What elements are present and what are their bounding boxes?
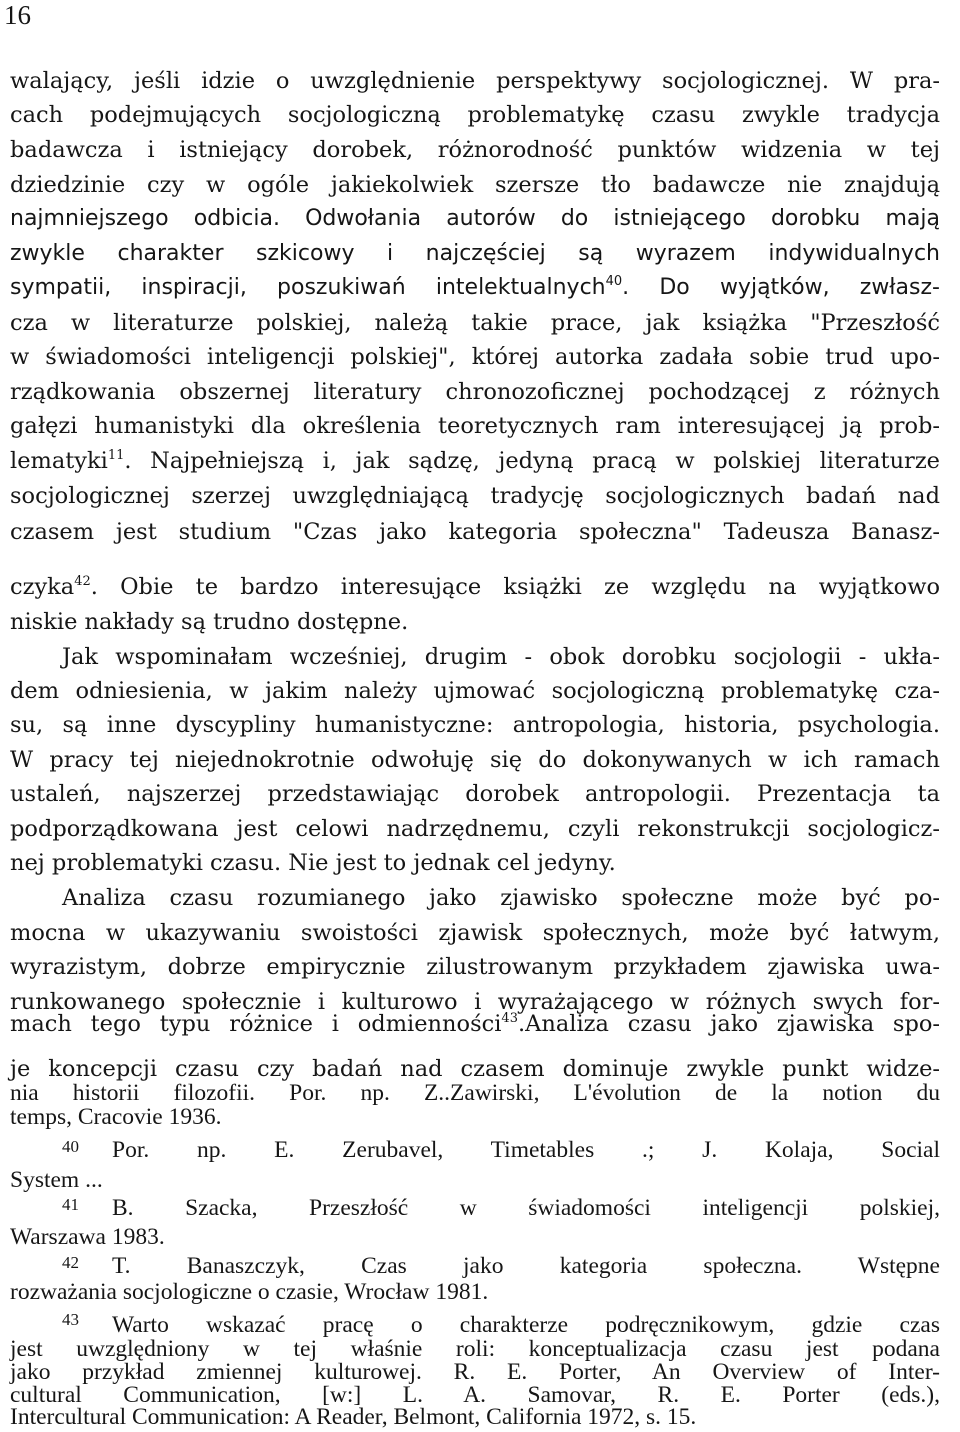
body-line: gałęzi humanistyki dla określenia teoretycznych ram interesującej ją prob- [10, 413, 940, 439]
footnote-40-line: Por. np. E. Zerubavel, Timetables .; J. Kolaja, Social [112, 1137, 940, 1163]
body-line: wyrazistym, dobrze empirycznie zilustrowanym przykładem zjawiska uwa- [10, 954, 940, 980]
footnote-reference: 40 [605, 274, 623, 289]
body-line: niskie nakłady są trudno dostępne. [10, 609, 409, 635]
body-line: badawcza i istniejący dorobek, różnorodność punktów widzenia w tej [10, 137, 940, 163]
body-text: sympatii, inspiracji, poszukiwań intelektualnych [10, 275, 606, 300]
body-line: su, są inne dyscypliny humanistyczne: antropologia, historia, psychologia. [10, 712, 940, 738]
body-line: czasem jest studium "Czas jako kategoria społeczna" Tadeusza Banasz- [10, 519, 940, 545]
body-line [10, 570, 940, 604]
body-text: . Najpełniejszą i, jak sądzę, jedyną pracą w polskiej literaturze [124, 448, 940, 474]
body-line: runkowanego społecznie i kulturowo i wyrażającego w różnych swych for- [10, 989, 940, 1015]
body-text: . Obie te bardzo interesujące książki ze względu na wyjątkowo [90, 574, 940, 600]
body-line: cach podejmujących socjologiczną problematykę czasu zwykle tradycja [10, 102, 940, 128]
body-line: nej problematyki czasu. Nie jest to jednak cel jedyny. [10, 850, 616, 876]
footnote-43-line: Warto wskazać pracę o charakterze podręcznikowym, gdzie czas [112, 1312, 940, 1338]
body-text: mach tego typu różnice i odmienności [10, 1011, 502, 1037]
footnote-continuation-line: temps, Cracovie 1936. [10, 1104, 222, 1130]
footnote-number: 40 [62, 1137, 79, 1156]
body-line: zwykle charakter szkicowy i najczęściej są wyrazem indywidualnych [10, 241, 940, 266]
body-text: lematyki [10, 448, 108, 474]
body-line: dem odniesienia, w jakim należy ujmować socjologiczną problematykę cza- [10, 678, 940, 704]
body-line: W pracy tej niejednokrotnie odwołuję się do dokonywanych w ich ramach [10, 747, 940, 773]
body-line [10, 1007, 940, 1041]
body-line: najmniejszego odbicia. Odwołania autorów do istniejącego dorobku mają [10, 206, 940, 231]
body-line: podporządkowana jest celowi nadrzędnemu, czyli rekonstrukcji socjologicz- [10, 816, 940, 842]
body-line [10, 271, 940, 305]
footnote-number: 43 [62, 1310, 79, 1329]
body-line: socjologicznej szerzej uwzględniającą tradycję socjologicznych badań nad [10, 483, 940, 509]
body-text: .Analiza czasu jako zjawiska spo- [517, 1011, 940, 1037]
body-line: walający, jeśli idzie o uwzględnienie perspektywy socjologicznej. W pra- [10, 68, 940, 94]
body-line: cza w literaturze polskiej, należą takie prace, jak książka "Przeszłość [10, 310, 940, 336]
body-line: je koncepcji czasu czy badań nad czasem dominuje zwykle punkt widze- [10, 1056, 940, 1082]
body-line: Analiza czasu rozumianego jako zjawisko społeczne może być po- [62, 885, 940, 911]
footnote-43-line: Intercultural Communication: A Reader, Belmont, California 1972, s. 15. [10, 1404, 697, 1430]
footnote-40-line: System ... [10, 1167, 103, 1193]
body-line [10, 444, 940, 478]
footnote-43-line: jako przykład zmiennej kulturowej. R. E. Porter, An Overview of Inter- [10, 1359, 940, 1385]
body-line: dziedzinie czy w ogóle jakiekolwiek szersze tło badawcze nie znajdują [10, 172, 940, 198]
body-text: . Do wyjątków, zwłasz- [622, 275, 940, 300]
footnote-reference: 42 [74, 574, 91, 589]
body-line: Jak wspominałam wcześniej, drugim - obok dorobku socjologii - ukła- [62, 644, 940, 670]
body-line: rządkowania obszernej literatury chronozoficznej pochodzącej z różnych [10, 379, 940, 405]
footnote-continuation-line: nia historii filozofii. Por. np. Z..Zawirski, L'évolution de la notion du [10, 1080, 940, 1106]
footnote-42-line: T. Banaszczyk, Czas jako kategoria społeczna. Wstępne [112, 1253, 940, 1279]
footnote-43-line: jest uwzględniony w tej właśnie roli: konceptualizacja czasu jest podana [10, 1336, 940, 1362]
body-line: ustaleń, najszerzej przedstawiając dorobek antropologii. Prezentacja ta [10, 781, 940, 807]
footnote-number: 41 [62, 1195, 79, 1214]
footnote-reference: 11 [107, 448, 125, 463]
body-line: mocna w ukazywaniu swoistości zjawisk społecznych, może być łatwym, [10, 920, 940, 946]
body-line: w świadomości inteligencji polskiej", której autorka zadała sobie trud upo- [10, 344, 940, 370]
footnote-42-line: rozważania socjologiczne o czasie, Wrocław 1981. [10, 1279, 489, 1305]
footnote-number: 42 [62, 1253, 79, 1272]
footnote-reference: 43 [501, 1011, 518, 1026]
footnote-41-line: Warszawa 1983. [10, 1224, 165, 1250]
body-text: czyka [10, 574, 75, 600]
footnote-41-line: B. Szacka, Przeszłość w świadomości inteligencji polskiej, [112, 1195, 940, 1221]
footnote-43-line: cultural Communication, [w:] L. A. Samovar, R. E. Porter (eds.), [10, 1382, 940, 1408]
page-number: 16 [4, 0, 31, 30]
